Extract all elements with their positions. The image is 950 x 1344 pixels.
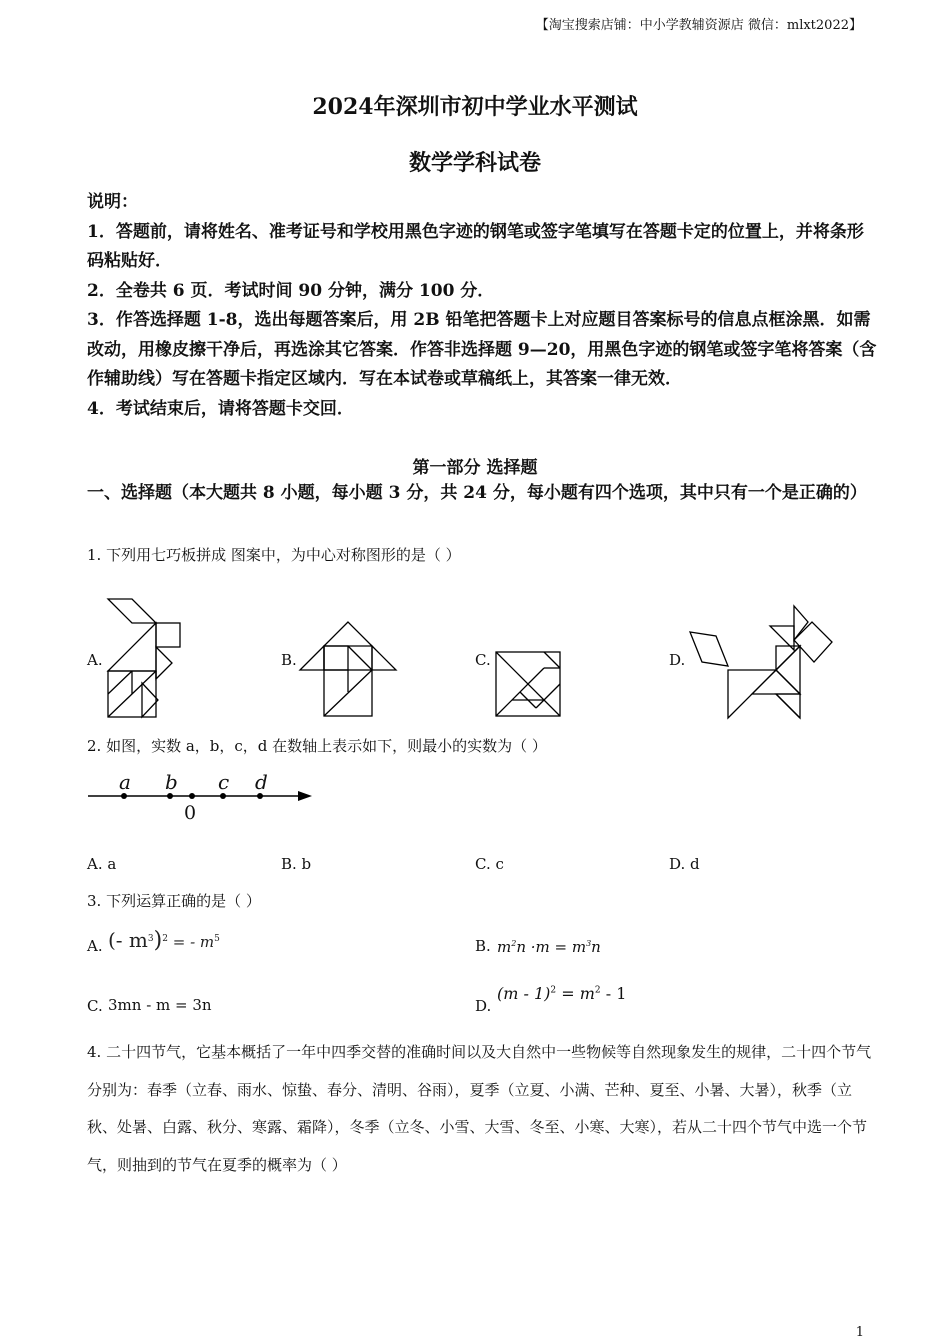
q3-label-b: B.: [475, 937, 491, 955]
tangram-figure-a: [100, 592, 190, 722]
instruction-item-3: 3．作答选择题 1-8，选出每题答案后，用 2B 铅笔把答题卡上对应题目答案标号的信息点框涂黑．如需改动，用橡皮擦干净后，再选涂其它答案．作答非选择题 9—20，用黑色字迹的钢笔或签字笔将答案（含作辅助线）写在答题卡指定区域内．写在本试卷或草稿纸上，其答案一律无效．: [87, 310, 877, 389]
q1-stem: 1. 下列用七巧板拼成 图案中，为中心对称图形的是（ ）: [87, 546, 461, 564]
section-title: 一、选择题（本大题共 8 小题，每小题 3 分，共 24 分，每小题有四个选项，其中只有一个是正确的）: [87, 483, 867, 503]
tangram-figure-b: [298, 620, 398, 720]
point-b-label: b: [165, 770, 178, 794]
page-subtitle: 数学学科试卷: [408, 150, 541, 176]
point-a-label: a: [119, 770, 131, 794]
instruction-item-4: 4．考试结束后，请将答题卡交回．: [87, 398, 354, 419]
q3-option-a-expr: (- $m^3)^2$ = - $m^5$: [108, 928, 220, 953]
tangram-figure-d: [686, 600, 836, 720]
q2-option-a: A. a: [87, 855, 117, 873]
q3-label-a: A.: [87, 937, 103, 955]
instructions: [87, 188, 877, 424]
q3-option-d-expr: $(m - 1)^2 = m^2 - 1$: [497, 984, 627, 1003]
q3-label-c: C.: [87, 997, 103, 1015]
q2-option-c: C. c: [475, 855, 504, 873]
q4-stem: 4. 二十四节气，它基本概括了一年中四季交替的准确时间以及大自然中一些物候等自然现象发生的规律，二十四个节气分别为：春季（立春、雨水、惊蛰、春分、清明、谷雨），夏季（立夏、小满、芒种、夏至、小暑、大暑），秋季（立秋、处暑、白露、秋分、寒露、霜降），冬季（立冬、小雪、大雪、冬至、小寒、大寒），若从二十四个节气中选一个节气，则抽到的节气在夏季的概率为（ ）: [87, 1043, 872, 1174]
q1-label-c: C.: [475, 651, 491, 669]
q3-option-c-expr: 3mn - m = 3n: [108, 996, 212, 1014]
origin-label: 0: [184, 802, 197, 824]
q1-label-b: B.: [281, 651, 297, 669]
point-c-label: c: [218, 770, 230, 794]
instruction-item-1: 1．答题前，请将姓名、准考证号和学校用黑色字迹的钢笔或签字笔填写在答题卡定的位置上，并将条形码粘贴好．: [87, 221, 864, 271]
q2-stem: 2. 如图，实数 a，b，c，d 在数轴上表示如下，则最小的实数为（ ）: [87, 737, 547, 755]
tangram-figure-c: [494, 650, 564, 720]
q2-option-d: D. d: [669, 855, 700, 873]
q3-label-d: D.: [475, 997, 492, 1015]
instructions-heading: 说明：: [87, 192, 138, 212]
q1-label-d: D.: [669, 651, 686, 669]
page-number: 1: [855, 1325, 864, 1340]
point-d-label: d: [255, 770, 268, 794]
part-title: 第一部分 选择题: [412, 458, 538, 478]
header-note: 【淘宝搜索店铺：中小学教辅资源店 微信：mlxt2022】: [535, 18, 862, 33]
q3-stem: 3. 下列运算正确的是（ ）: [87, 892, 261, 910]
page-title: 2024年深圳市初中学业水平测试: [312, 94, 638, 120]
q3-option-b-expr: $m^2n \cdot m = m^3n$: [497, 938, 601, 956]
q2-option-b: B. b: [281, 855, 312, 873]
q1-label-a: A.: [87, 651, 103, 669]
origin-dot: [189, 793, 195, 799]
instruction-item-2: 2．全卷共 6 页．考试时间 90 分钟，满分 100 分．: [87, 280, 495, 301]
